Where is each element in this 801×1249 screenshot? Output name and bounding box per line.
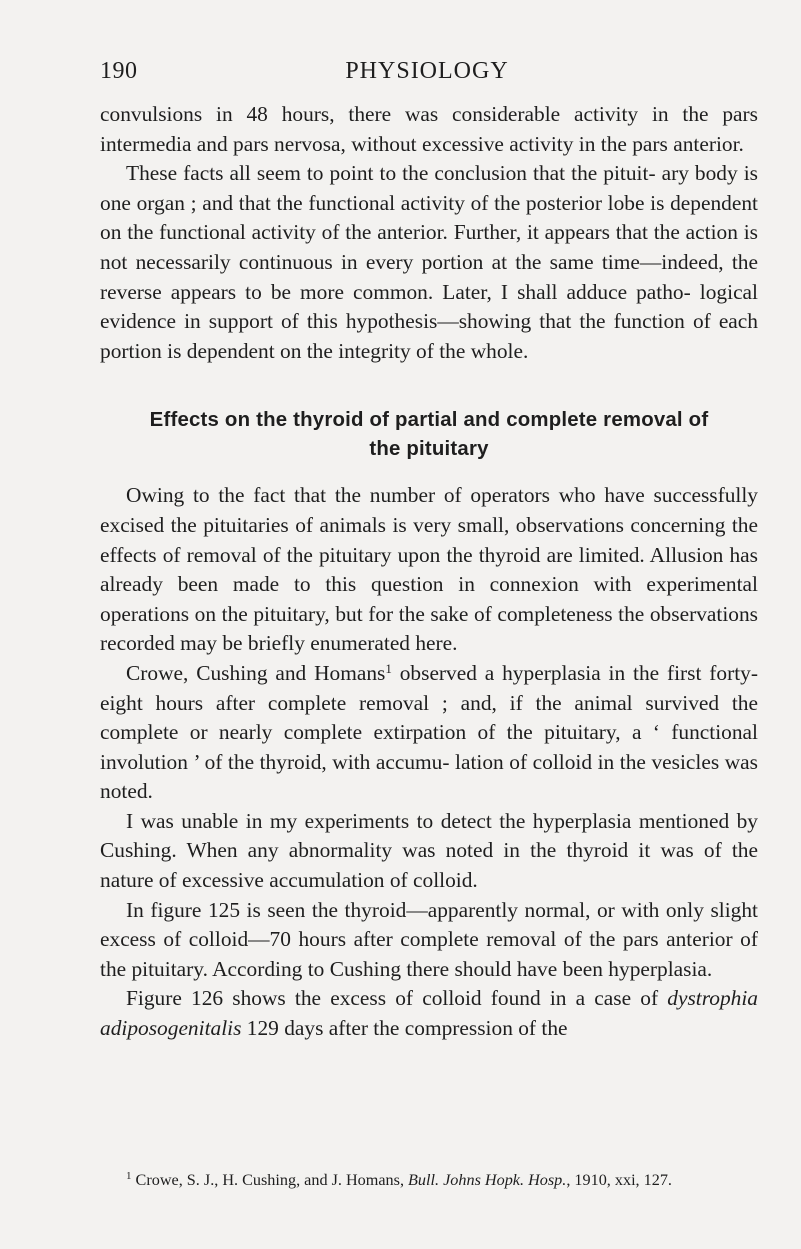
footnote-authors: Crowe, S. J., H. Cushing, and J. Homans, [131,1171,409,1189]
footnote-citation: , 1910, xxi, 127. [566,1171,672,1189]
page-header [100,58,754,94]
paragraph-fig126-start: Figure 126 shows the excess of colloid found in a case of [126,986,668,1011]
paragraph-continuation: convulsions in 48 hours, there was considerable activity in the pars intermedia and pars nervosa, without excessive activity in the pars anterior. [100,102,758,156]
section-heading-line-1: Effects on the thyroid of partial and complete removal of [149,409,709,432]
body-text [100,100,758,1044]
paragraph-operators: Owing to the fact that the number of operators who have successfully excised the pituitaries of animals is very small, observations concerning the effects of removal of the pituitary upon the thyroid are limited. Allusion has already been made to this question in connexion with experimental operations on the pituitary, but for the sake of completeness the observations recorded may be briefly enumerated here. [100,483,758,656]
footnote-reference: 1 [385,660,392,676]
footnote-text [100,1169,758,1192]
section-heading-line-2: the pituitary [369,438,489,461]
paragraph-experiments: I was unable in my experiments to detect the hyperplasia mentioned by Cushing. When any abnormality was noted in the thyroid it was of the nature of excessive accumulation of colloid. [100,808,758,893]
paragraph-crowe-cushing [100,659,758,807]
section-heading [100,406,758,464]
paragraph-fig126-italic: dystrophia adiposogenitalis [100,986,758,1041]
paragraph-figure-125: In figure 125 is seen the thyroid—apparently normal, or with only slight excess of colloid—70 hours after complete removal of the pars anterior of the pituitary. According to Cushing there should have been hyperplasia. [100,897,758,981]
paragraph-figure-126 [100,984,758,1043]
paragraph-crowe-start: Crowe, Cushing and Homans [126,660,386,685]
paragraph-conclusion: These facts all seem to point to the conclusion that the pituit- ary body is one organ ; and that the functional activity of the posterior lobe is dependent on the functional activity of the anterior. Further, it appears that the action is not necessarily continuous in every portion at the same time—indeed, the reverse appears to be more common. Later, I shall adduce patho- logical evidence in support of this hypothesis—showing that the function of each portion is dependent on the integrity of the whole. [100,161,758,363]
footnote [100,1169,758,1192]
paragraph-fig126-end: 129 days after the compression of the [241,1016,568,1041]
running-head: PHYSIOLOGY [345,58,509,84]
footnote-marker: 1 [126,1170,132,1182]
paragraph-crowe-end: observed a hyperplasia in the first forty-eight hours after complete removal ; and, if the animal survived the complete or nearly complete extirpation of the pituitary, a ‘ functional involution ’ of the thyroid, with accumu- lation of colloid in the vesicles was noted. [100,660,758,804]
footnote-journal: Bull. Johns Hopk. Hosp. [408,1171,567,1189]
page-number: 190 [100,58,138,84]
